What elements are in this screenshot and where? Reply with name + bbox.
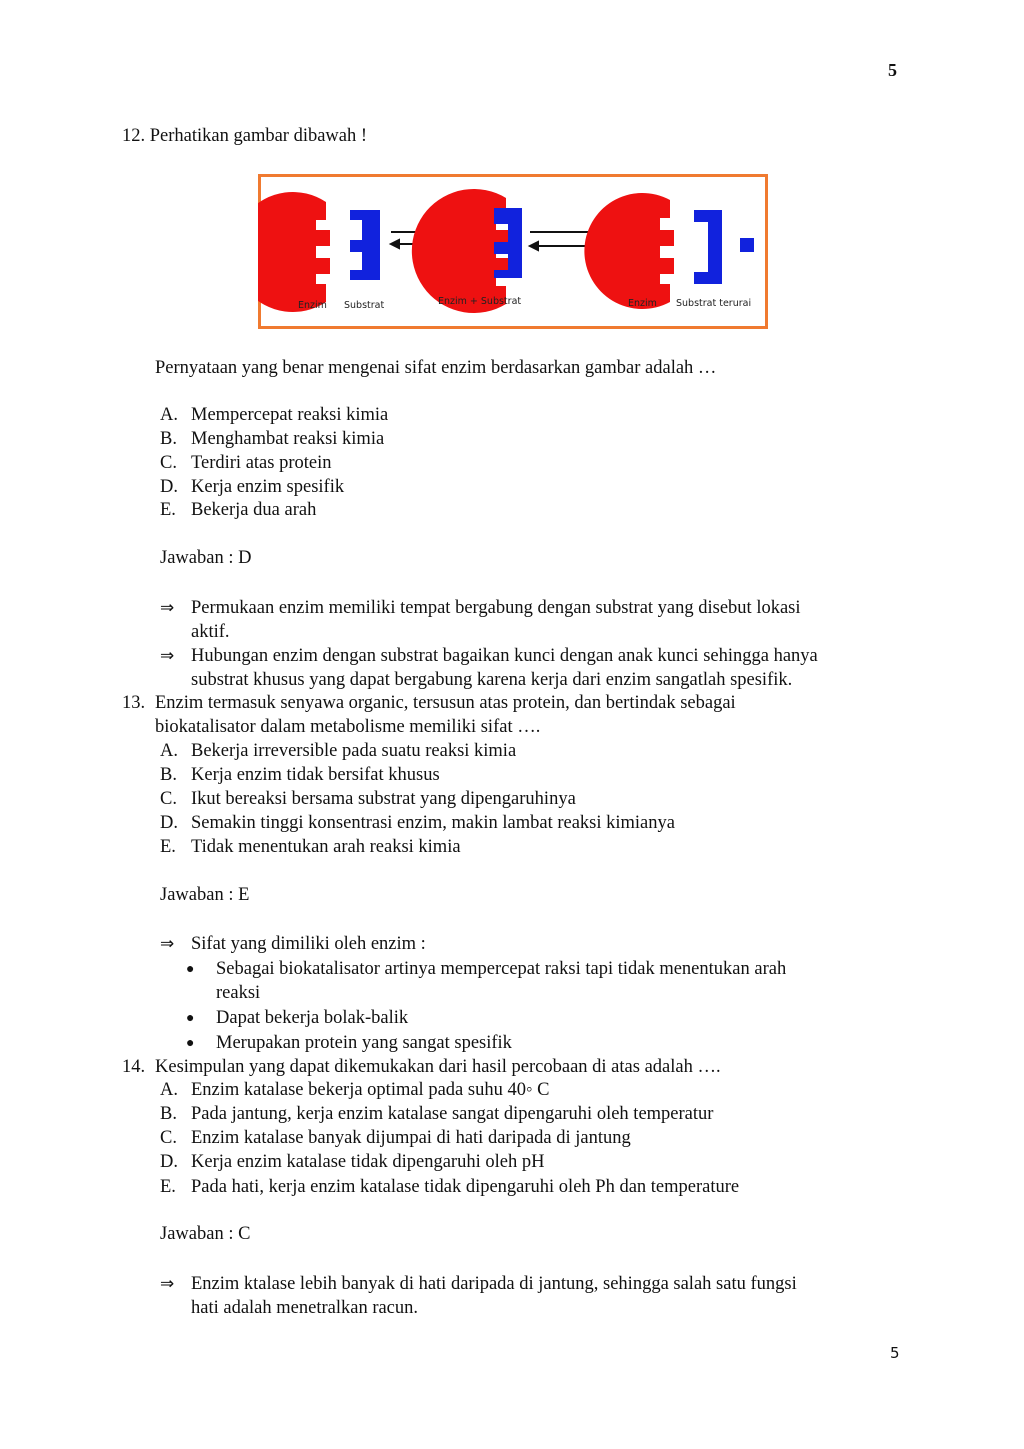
q12-option-e-text: Bekerja dua arah: [191, 500, 317, 520]
q13-bullet-1-line-1: Sebagai biokatalisator artinya mempercepat raksi tapi tidak menentukan arah: [216, 959, 787, 979]
q13-line-2: biokatalisator dalam metabolisme memiliki sifat ….: [155, 717, 541, 737]
q12-option-a-text: Mempercepat reaksi kimia: [191, 405, 389, 425]
enzyme-substrate-figure: [258, 174, 768, 329]
substrate-part-square: [740, 238, 754, 252]
page-number-bottom: 5: [890, 1344, 900, 1362]
q12-explanation-2-line-1: Hubungan enzim dengan substrat bagaikan kunci dengan anak kunci sehingga hanya: [191, 646, 818, 666]
implies-arrow-icon: ⇒: [160, 1274, 175, 1294]
q12-statement: Pernyataan yang benar mengenai sifat enzim berdasarkan gambar adalah …: [155, 358, 717, 378]
q13-option-e: E.: [160, 837, 176, 857]
q13-option-d-text: Semakin tinggi konsentrasi enzim, makin lambat reaksi kimianya: [191, 813, 675, 833]
q13-line-1: Enzim termasuk senyawa organic, tersusun atas protein, dan bertindak sebagai: [155, 693, 736, 713]
q13-bullet-1-line-2: reaksi: [216, 983, 261, 1003]
q13-explanation-intro: Sifat yang dimiliki oleh enzim :: [191, 934, 426, 954]
q13-option-b: B.: [160, 765, 177, 785]
q12-explanation-1-line-1: Permukaan enzim memiliki tempat bergabung dengan substrat yang disebut lokasi: [191, 598, 801, 618]
q13-answer: Jawaban : E: [160, 885, 250, 905]
q14-option-a-text: Enzim katalase bekerja optimal pada suhu 40◦ C: [191, 1080, 550, 1100]
q13-number: 13.: [122, 693, 146, 713]
q13-bullet-3: Merupakan protein yang sangat spesifik: [216, 1033, 512, 1053]
q13-option-a: A.: [160, 741, 178, 761]
q14-option-b: B.: [160, 1104, 177, 1124]
q12-explanation-1-line-2: aktif.: [191, 622, 230, 642]
q12-explanation-2-line-2: substrat khusus yang dapat bergabung karena kerja dari enzim sangatlah spesifik.: [191, 670, 793, 690]
implies-arrow-icon: ⇒: [160, 598, 175, 618]
q12-answer: Jawaban : D: [160, 548, 252, 568]
q14-option-c-text: Enzim katalase banyak dijumpai di hati daripada di jantung: [191, 1128, 631, 1148]
label-enzim-3: Enzim: [628, 298, 657, 309]
page-number-top: 5: [888, 60, 897, 80]
q14-explanation-line-2: hati adalah menetralkan racun.: [191, 1298, 419, 1318]
label-enzim-substrat: Enzim + Substrat: [438, 296, 522, 307]
q14-prompt: Kesimpulan yang dapat dikemukakan dari hasil percobaan di atas adalah ….: [155, 1057, 721, 1077]
label-enzim-1: Enzim: [298, 300, 327, 311]
implies-arrow-icon: ⇒: [160, 646, 175, 666]
label-substrat-1: Substrat: [344, 300, 385, 311]
q14-option-d-text: Kerja enzim katalase tidak dipengaruhi oleh pH: [191, 1152, 545, 1172]
q13-option-e-text: Tidak menentukan arah reaksi kimia: [191, 837, 461, 857]
implies-arrow-icon: ⇒: [160, 934, 175, 954]
q13-option-c: C.: [160, 789, 177, 809]
bullet-icon: ●: [186, 1036, 195, 1051]
q13-option-b-text: Kerja enzim tidak bersifat khusus: [191, 765, 440, 785]
q14-number: 14.: [122, 1057, 146, 1077]
q12-option-d-text: Kerja enzim spesifik: [191, 477, 345, 497]
q14-option-c: C.: [160, 1128, 177, 1148]
q12-option-b: B.: [160, 429, 177, 449]
q12-option-b-text: Menghambat reaksi kimia: [191, 429, 385, 449]
q14-option-e-text: Pada hati, kerja enzim katalase tidak dipengaruhi oleh Ph dan temperature: [191, 1177, 740, 1197]
bullet-icon: ●: [186, 962, 195, 977]
lock-and-key-diagram: [258, 174, 768, 329]
q12-number: 12.: [122, 126, 146, 146]
q12-option-c-text: Terdiri atas protein: [191, 453, 332, 473]
q13-option-c-text: Ikut bereaksi bersama substrat yang dipengaruhinya: [191, 789, 576, 809]
bullet-icon: ●: [186, 1011, 195, 1026]
q14-answer: Jawaban : C: [160, 1224, 251, 1244]
q12-option-a: A.: [160, 405, 178, 425]
q14-explanation-line-1: Enzim ktalase lebih banyak di hati daripada di jantung, sehingga salah satu fungsi: [191, 1274, 797, 1294]
q13-option-a-text: Bekerja irreversible pada suatu reaksi kimia: [191, 741, 517, 761]
q14-option-a: A.: [160, 1080, 178, 1100]
label-substrat-terurai: Substrat terurai: [676, 298, 752, 309]
q14-option-e: E.: [160, 1177, 176, 1197]
q12-heading: [122, 126, 367, 147]
q13-bullet-2: Dapat bekerja bolak-balik: [216, 1008, 409, 1028]
q14-option-b-text: Pada jantung, kerja enzim katalase sangat dipengaruhi oleh temperatur: [191, 1104, 714, 1124]
q12-option-e: E.: [160, 500, 176, 520]
q12-option-c: C.: [160, 453, 177, 473]
q13-option-d: D.: [160, 813, 178, 833]
q12-option-d: D.: [160, 477, 178, 497]
q14-option-d: D.: [160, 1152, 178, 1172]
q12-prompt: Perhatikan gambar dibawah !: [149, 126, 368, 146]
